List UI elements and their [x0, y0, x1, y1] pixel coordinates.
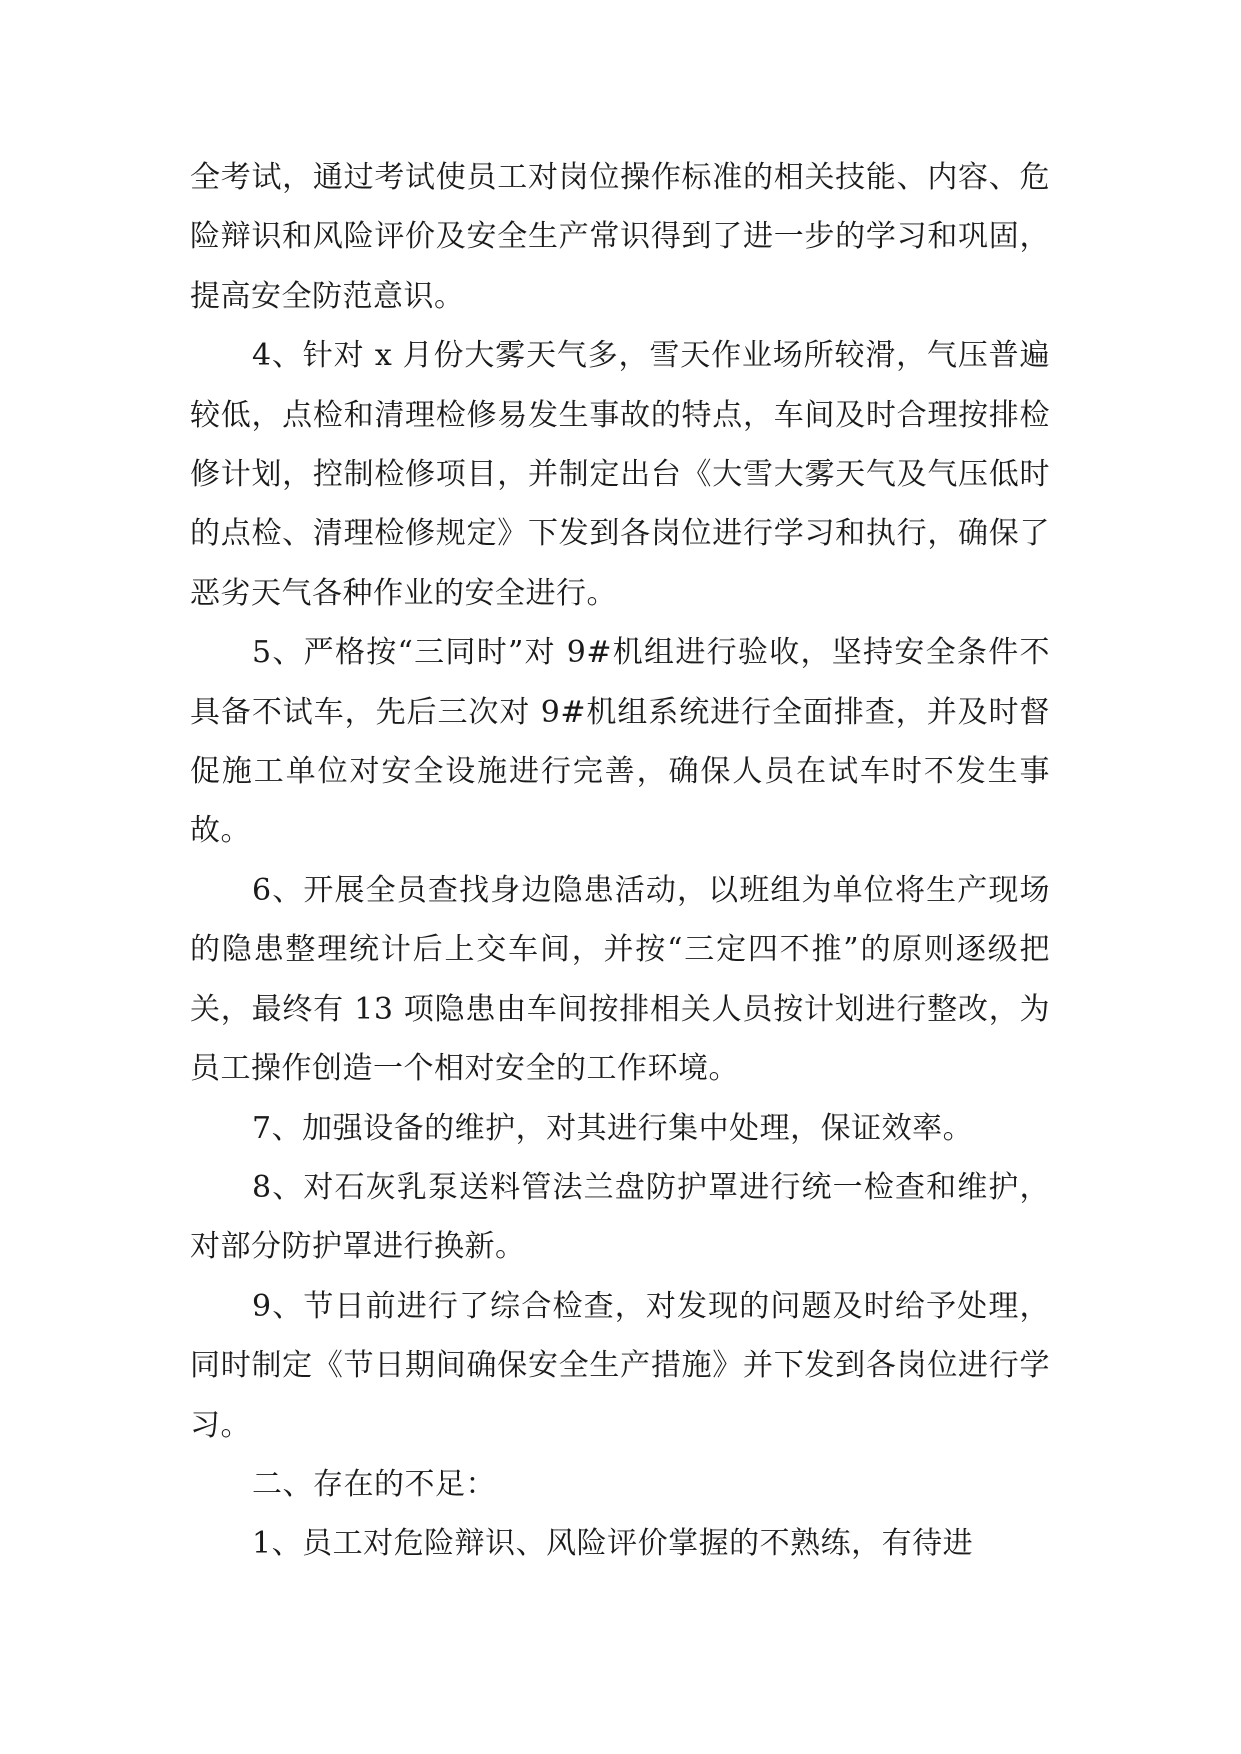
paragraph-exam-continuation: 全考试，通过考试使员工对岗位操作标准的相关技能、内容、危险辩识和风险评价及安全生产常识得到了进一步的学习和巩固，提高安全防范意识。	[190, 160, 1050, 314]
paragraph-item-9: 9、节日前进行了综合检查，对发现的问题及时给予处理，同时制定《节日期间确保安全生产措施》并下发到各岗位进行学习。	[190, 1288, 1050, 1443]
paragraph-item-4: 4、针对 x 月份大雾天气多，雪天作业场所较滑，气压普遍较低，点检和清理检修易发生事故的特点，车间及时合理按排检修计划，控制检修项目，并制定出台《大雪大雾天气及气压低时的点检、清理检修规定》下发到各岗位进行学习和执行，确保了恶劣天气各种作业的安全进行。	[190, 338, 1050, 611]
paragraph-item-8: 8、对石灰乳泵送料管法兰盘防护罩进行统一检查和维护，对部分防护罩进行换新。	[190, 1169, 1050, 1265]
paragraph-item-6: 6、开展全员查找身边隐患活动，以班组为单位将生产现场的隐患整理统计后上交车间，并按“三定四不推”的原则逐级把关，最终有 13 项隐患由车间按排相关人员按计划进行整改，为员工操作创造一个相对安全的工作环境。	[190, 872, 1050, 1087]
paragraph-item-7: 7、加强设备的维护，对其进行集中处理，保证效率。	[252, 1110, 974, 1146]
document-body	[190, 148, 1050, 1574]
paragraph-item-5: 5、严格按“三同时”对 9#机组进行验收，坚持安全条件不具备不试车，先后三次对 9#机组系统进行全面排查，并及时督促施工单位对安全设施进行完善，确保人员在试车时不发生事故。	[190, 635, 1050, 849]
paragraph-shortcoming-1: 1、员工对危险辩识、风险评价掌握的不熟练，有待进	[252, 1526, 974, 1562]
section-heading-shortcomings: 二、存在的不足：	[252, 1466, 496, 1502]
